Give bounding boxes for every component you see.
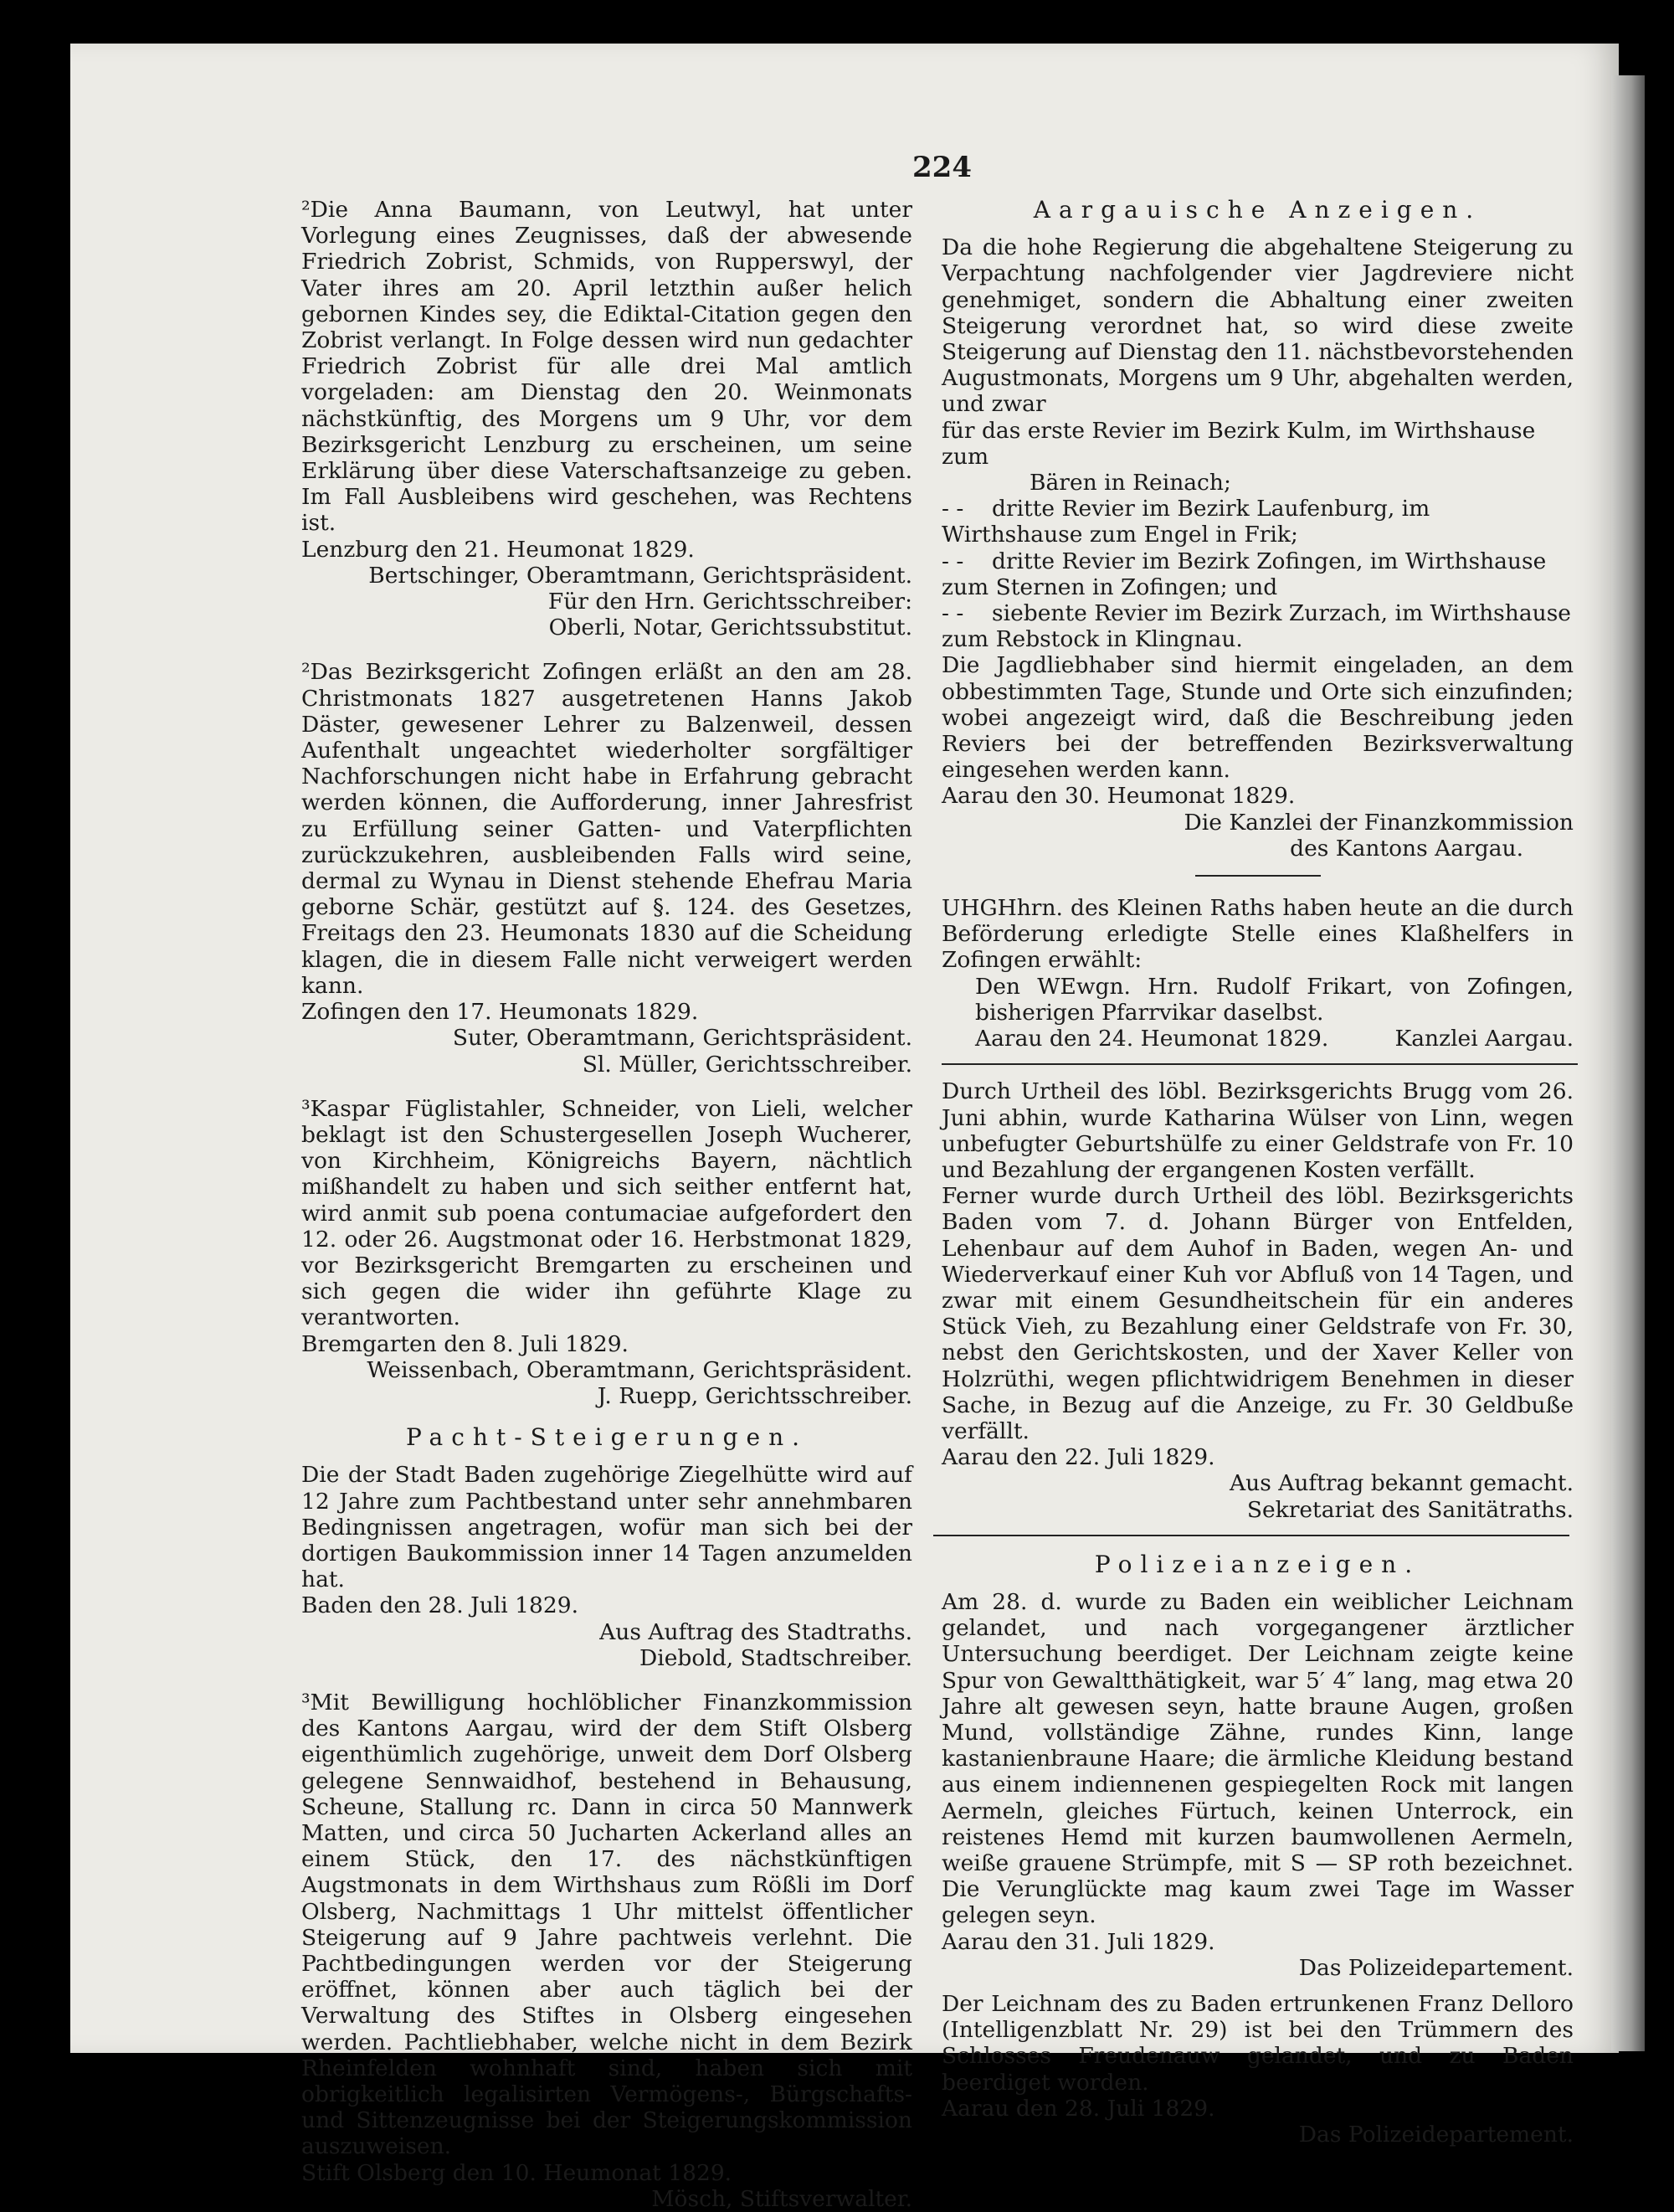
notice-daester-signature-1: Suter, Oberamtmann, Gerichtspräsident.: [452, 1025, 912, 1052]
notice-fueglistahler-date: Bremgarten den 8. Juli 1829.: [301, 1330, 629, 1357]
notice-jagdreviere: Da die hohe Regierung die abgehaltene Steigerung zu Verpachtung nachfolgender vier Jagdreviere nicht genehmiget, sondern die Abhaltung einer zweiten Steigerung verordnet hat, so wird diese zweite Steigerung auf Dienstag den 11. nächstbevorstehenden Augustmonats, Morgens um 9 Uhr, abgehalten werden, und zwar: [942, 234, 1574, 418]
revier-item-4: [942, 600, 1574, 652]
separator: [1195, 875, 1321, 877]
section-heading-aargau: Aargauische Anzeigen.: [1033, 196, 1482, 224]
notice-fueglistahler-signature-2: J. Ruepp, Gerichtsschreiber.: [597, 1382, 912, 1409]
notice-baumann-signature-2: Für den Hrn. Gerichtsschreiber:: [547, 589, 912, 615]
notice-klasshelfer-signature: Kanzlei Aargau.: [1394, 1026, 1574, 1052]
notice-baumann-signature-1: Bertschinger, Oberamtmann, Gerichtspräsident.: [368, 562, 912, 589]
revier-item-3: [942, 548, 1574, 600]
notice-urtheil-brugg: Durch Urtheil des löbl. Bezirksgerichts Brugg vom 26. Juni abhin, wurde Katharina Wülser von Linn, wegen unbefugter Geburtshülfe zu einer Geldstrafe von Fr. 10 und Bezahlung der ergangenen Kosten verfällt.: [942, 1078, 1574, 1183]
notice-klasshelfer-2: Den WEwgn. Hrn. Rudolf Frikart, von Zofingen, bisherigen Pfarrvikar daselbst.: [975, 973, 1574, 1026]
notice-ziegelhuette-date: Baden den 28. Juli 1829.: [301, 1592, 579, 1619]
notice-baumann-date: Lenzburg den 21. Heumonat 1829.: [301, 536, 695, 563]
section-heading-pacht: Pacht-Steigerungen.: [405, 1423, 809, 1452]
separator: [933, 1535, 1569, 1536]
notice-sennwaidhof: ³Mit Bewilligung hochlöblicher Finanzkommission des Kantons Aargau, wird der dem Stift Olsberg eigenthümlich zugehörige, unweit dem Dorf Olsberg gelegene Sennwaidhof, bestehend in Behausung, Scheune, Stallung rc. Dann in circa 50 Mannwerk Matten, und circa 50 Jucharten Ackerland alles an einem Stück, den 17. des nächstkünftigen Augstmonats in dem Wirthshaus zum Rößli im Dorf Olsberg, Nachmittags 1 Uhr mittelst öffentlicher Steigerung auf 9 Jahre pachtweis verlehnt. Die Pachtbedingungen werden vor der Steigerung eröffnet, können aber auch täglich bei der Verwaltung des Stiftes in Olsberg eingesehen werden. Pachtliebhaber, welche nicht in dem Bezirk Rheinfelden wohnhaft sind, haben sich mit obrigkeitlich legalisirten Vermögens-, Bürgschafts- und Sittenzeugnisse bei der Steigerungskommission auszuweisen.: [301, 1689, 912, 2160]
left-column: [301, 197, 912, 2212]
notice-baumann: ²Die Anna Baumann, von Leutwyl, hat unter Vorlegung eines Zeugnisses, daß der abwesende Friedrich Zobrist, Schmids, von Rupperswyl, der Vater ihres am 20. April letzthin außer helich gebornen Kindes sey, die Ediktal-Citation gegen den Zobrist verlangt. In Folge dessen wird nun gedachter Friedrich Zobrist für alle drei Mal amtlich vorgeladen: am Dienstag den 20. Weinmonats nächstkünftig, des Morgens um 9 Uhr, vor dem Bezirksgericht Lenzburg zu erscheinen, um seine Erklärung über diese Vaterschaftsanzeige zu geben. Im Fall Ausbleibens wird geschehen, was Rechtens ist.: [301, 197, 912, 537]
notice-fueglistahler-signature-1: Weissenbach, Oberamtmann, Gerichtspräsident.: [367, 1356, 912, 1383]
revier-item-1: für das erste Revier im Bezirk Kulm, im Wirthshause zum: [942, 417, 1536, 470]
notice-urtheil-baden: Ferner wurde durch Urtheil des löbl. Bezirksgerichts Baden vom 7. d. Johann Bürger von Entfelden, Lehenbaur auf dem Auhof in Baden, wegen An- und Wiederverkauf einer Kuh vor Abfluß von 14 Tagen, und zwar mit einem Gesundheitschein für ein anderes Stück Vieh, zu Bezahlung einer Geldstrafe von Fr. 30, nebst den Gerichtskosten, und der Xaver Keller von Holzrüthi, wegen pflichtwidrigem Benehmen in dieser Sache, in Bezug auf die Anzeige, zu Fr. 30 Geldbuße verfällt.: [942, 1183, 1574, 1444]
page-edge: [1611, 75, 1645, 2051]
notice-daester-date: Zofingen den 17. Heumonats 1829.: [301, 999, 699, 1026]
page-number: 224: [912, 151, 972, 184]
notice-jagdreviere-signature-2: des Kantons Aargau.: [1290, 835, 1523, 862]
notice-jagdreviere-date: Aarau den 30. Heumonat 1829.: [942, 783, 1296, 810]
section-heading-polizei: Polizeianzeigen.: [1094, 1550, 1421, 1578]
revier-item-2-text: dritte Revier im Bezirk Laufenburg, im Wirthshause zum Engel in Frik;: [942, 496, 1430, 548]
notice-delloro: Der Leichnam des zu Baden ertrunkenen Franz Delloro (Intelligenzblatt Nr. 29) ist bei den Trümmern des Schlosses Freudenauw gelandet, und zu Baden beerdiget worden.: [942, 1991, 1574, 2096]
notice-ziegelhuette-signature-1: Aus Auftrag des Stadtraths.: [599, 1618, 912, 1645]
notice-delloro-date: Aarau den 28. Juli 1829.: [942, 2095, 1215, 2122]
ditto-marks: - -: [942, 496, 964, 522]
notice-klasshelfer-footer: [942, 1026, 1574, 1052]
notice-klasshelfer-date: Aarau den 24. Heumonat 1829.: [975, 1026, 1329, 1052]
notice-sennwaidhof-signature: Mösch, Stiftsverwalter.: [651, 2185, 912, 2212]
notice-baumann-signature-3: Oberli, Notar, Gerichtssubstitut.: [548, 615, 912, 641]
notice-sennwaidhof-date: Stift Olsberg den 10. Heumonat 1829.: [301, 2159, 732, 2186]
notice-daester: ²Das Bezirksgericht Zofingen erläßt an den am 28. Christmonats 1827 ausgetretenen Hanns Jakob Däster, gewesener Lehrer zu Balzenweil, dessen Aufenthalt ungeachtet wiederholter sorgfältiger Nachforschungen nicht habe in Erfahrung gebracht werden können, die Aufforderung, inner Jahresfrist zu Erfüllung seiner Gatten- und Vaterpflichten zurückzukehren, ausbleibenden Falls wird seine, dermal zu Wynau in Dienst stehende Ehefrau Maria geborne Schär, gestützt auf §. 124. des Gesetzes, Freitags den 23. Heumonats 1830 auf die Scheidung klagen, die in diesem Falle nicht verweigert werden kann.: [301, 659, 912, 999]
notice-ziegelhuette-signature-2: Diebold, Stadtschreiber.: [639, 1644, 912, 1671]
ditto-marks: - -: [942, 600, 964, 627]
notice-jagdreviere-signature-1: Die Kanzlei der Finanzkommission: [1184, 809, 1574, 836]
notice-ziegelhuette: Die der Stadt Baden zugehörige Ziegelhütte wird auf 12 Jahre zum Pachtbestand unter sehr annehmbaren Bedingnissen angetragen, wofür man sich bei der dortigen Baukommission inner 14 Tagen anzumelden hat.: [301, 1462, 912, 1593]
notice-leichnam: Am 28. d. wurde zu Baden ein weiblicher Leichnam gelandet, und nach vorgegangener ärztlicher Untersuchung beerdiget. Der Leichnam zeigte keine Spur von Gewaltthätigkeit, war 5′ 4″ lang, mag etwa 20 Jahre alt gewesen seyn, hatte braune Augen, großen Mund, vollständige Zähne, rundes Kinn, lange kastanienbraune Haare; die ärmliche Kleidung bestand aus einem indiennenen gespiegelten Rock mit langen Aermeln, gleiches Fürtuch, keinen Unterrock, ein reistenes Hemd mit kurzen baumwollenen Aermeln, weiße grauene Strümpfe, mit S — SP roth bezeichnet. Die Verunglückte mag kaum zwei Tage im Wasser gelegen seyn.: [942, 1588, 1574, 1929]
revier-item-1-cont: Bären in Reinach;: [1030, 470, 1231, 496]
notice-daester-signature-2: Sl. Müller, Gerichtsschreiber.: [582, 1051, 912, 1078]
notice-leichnam-date: Aarau den 31. Juli 1829.: [942, 1928, 1215, 1955]
right-column: [942, 197, 1574, 2148]
notice-urtheil-signature-2: Sekretariat des Sanitätraths.: [1246, 1496, 1574, 1523]
notice-jagdreviere-2: Die Jagdliebhaber sind hiermit eingeladen, an dem obbestimmten Tage, Stunde und Orte sich einzufinden; wobei angezeigt wird, daß die Beschreibung jeden Reviers bei der betreffenden Bezirksverwaltung eingesehen werden kann.: [942, 652, 1574, 784]
notice-urtheil-signature-1: Aus Auftrag bekannt gemacht.: [1229, 1470, 1574, 1497]
revier-item-3-text: dritte Revier im Bezirk Zofingen, im Wirthshause zum Sternen in Zofingen; und: [942, 548, 1547, 600]
notice-klasshelfer: UHGHhrn. des Kleinen Raths haben heute an die durch Beförderung erledigte Stelle eines Klaßhelfers in Zofingen erwählt:: [942, 895, 1574, 974]
notice-leichnam-signature: Das Polizeidepartement.: [1298, 1954, 1574, 1981]
separator: [942, 1063, 1578, 1065]
revier-item-4-text: siebente Revier im Bezirk Zurzach, im Wirthshause zum Rebstock in Klingnau.: [942, 600, 1571, 653]
notice-fueglistahler: ³Kaspar Füglistahler, Schneider, von Lieli, welcher beklagt ist den Schustergesellen Joseph Wucherer, von Kirchheim, Königreichs Bayern, nächtlich mißhandelt zu haben und sich seither entfernt hat, wird anmit sub poena contumaciae aufgefordert den 12. oder 26. Augstmonat oder 16. Herbstmonat 1829, vor Bezirksgericht Bremgarten zu erscheinen und sich gegen die wider ihn geführte Klage zu verantworten.: [301, 1095, 912, 1331]
ditto-marks: - -: [942, 548, 964, 574]
revier-item-2: [942, 496, 1574, 548]
notice-delloro-signature: Das Polizeidepartement.: [1298, 2122, 1574, 2148]
notice-urtheil-date: Aarau den 22. Juli 1829.: [942, 1444, 1215, 1471]
